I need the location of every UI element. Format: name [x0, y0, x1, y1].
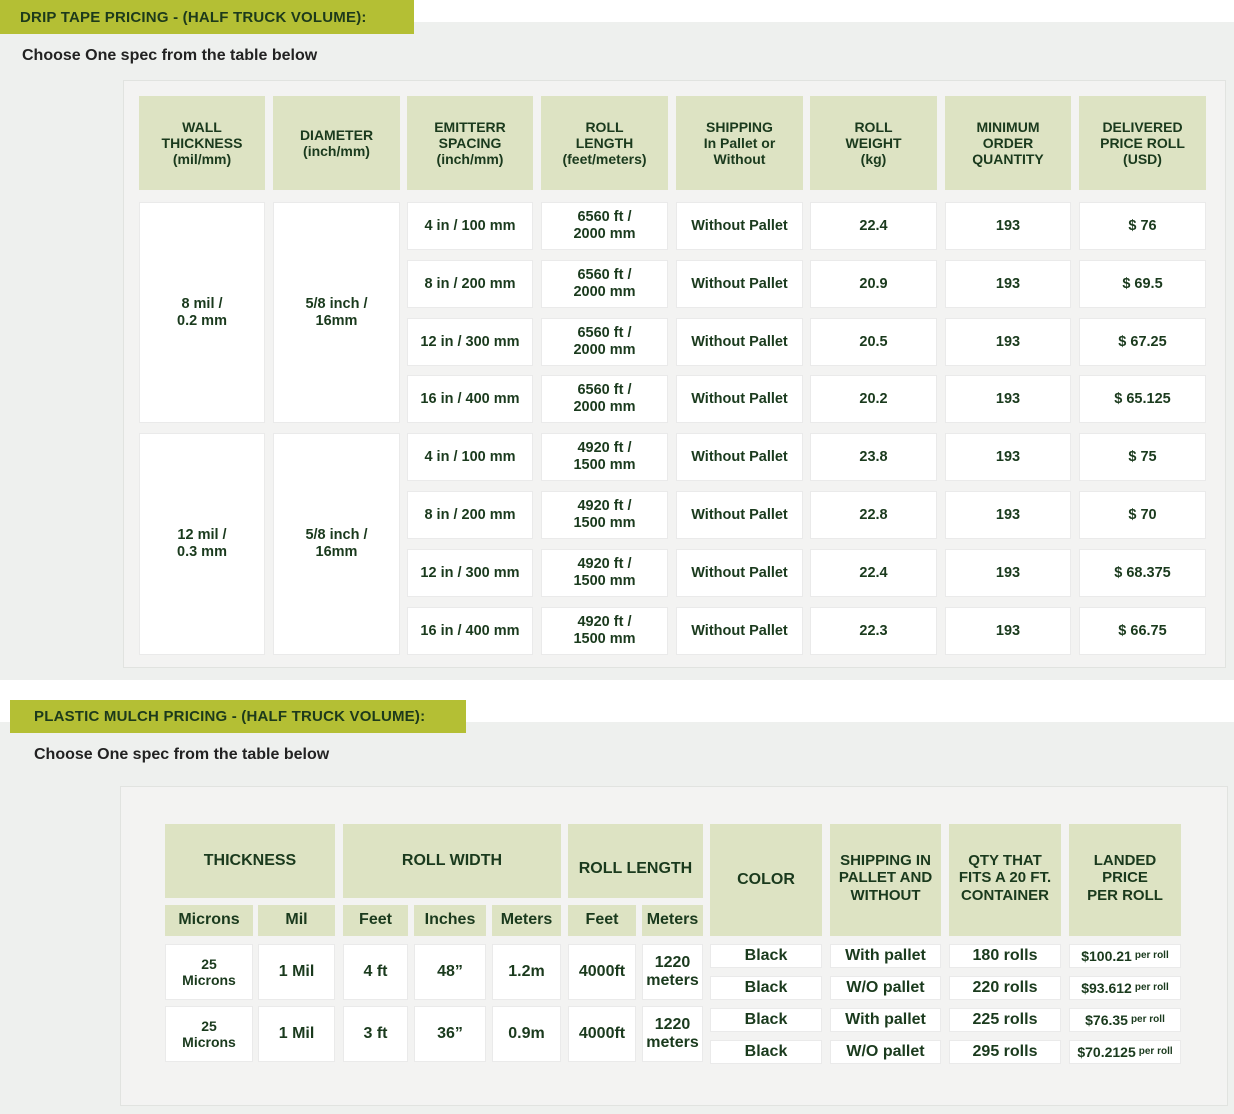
mulch-header-qty — [949, 824, 1061, 936]
drip-wall-cell-line: 0.2 mm — [177, 312, 227, 329]
mulch-spec-microns-cell-line: 25 — [201, 1017, 217, 1034]
mulch-subheader: Mil — [258, 905, 335, 936]
mulch-shipping-cell: W/O pallet — [830, 976, 941, 1000]
mulch-spec-len-feet-cell: 4000ft — [568, 1006, 636, 1062]
mulch-header-qty-line: FITS A 20 FT. — [958, 869, 1052, 887]
mulch-spec-len-meters-cell-line: 1220 — [654, 953, 691, 971]
drip-length-cell-line: 1500 mm — [573, 573, 636, 589]
drip-header-length-line: (feet/meters) — [562, 151, 647, 168]
mulch-spec-mil-cell: 1 Mil — [258, 944, 335, 1000]
drip-length-cell-line: 6560 ft / — [577, 325, 632, 342]
drip-price-cell: $ 66.75 — [1079, 607, 1206, 655]
mulch-spec-mil-cell: 1 Mil — [258, 1006, 335, 1062]
drip-header-price-line: PRICE ROLL — [1100, 134, 1185, 151]
drip-moq-cell: 193 — [945, 433, 1071, 481]
drip-moq-cell: 193 — [945, 375, 1071, 423]
drip-length-cell — [541, 549, 668, 597]
mulch-spec-microns-cell-line: Microns — [182, 972, 236, 988]
mulch-banner-text: PLASTIC MULCH PRICING - (HALF TRUCK VOLUME): — [34, 708, 426, 725]
drip-diameter-cell — [273, 202, 400, 423]
mulch-color-cell: Black — [710, 976, 822, 1000]
mulch-subheader: Feet — [568, 905, 636, 936]
drip-header-emitter — [407, 96, 533, 190]
drip-moq-cell: 193 — [945, 607, 1071, 655]
drip-header-weight-line: WEIGHT — [845, 134, 902, 151]
drip-weight-cell: 22.4 — [810, 549, 937, 597]
drip-header-diameter-line: (inch/mm) — [303, 143, 370, 159]
drip-length-cell-line: 6560 ft / — [577, 209, 632, 226]
drip-length-cell-line: 4920 ft / — [577, 614, 632, 631]
drip-header-weight — [810, 96, 937, 190]
mulch-subheader: Inches — [414, 905, 486, 936]
mulch-spec-microns-cell — [165, 944, 253, 1000]
drip-weight-cell: 23.8 — [810, 433, 937, 481]
mulch-spec-len-meters-cell-line: 1220 — [654, 1015, 691, 1033]
mulch-subheader: Meters — [492, 905, 561, 936]
drip-banner-text: DRIP TAPE PRICING - (HALF TRUCK VOLUME): — [20, 8, 367, 26]
drip-header-moq — [945, 96, 1071, 190]
drip-spacing-cell: 16 in / 400 mm — [407, 375, 533, 423]
drip-header-shipping — [676, 96, 803, 190]
mulch-header-price-line: PER ROLL — [1087, 886, 1163, 904]
mulch-header-shipping-line: WITHOUT — [850, 886, 921, 904]
drip-moq-cell: 193 — [945, 491, 1071, 539]
mulch-header-shipping — [830, 824, 941, 936]
mulch-shipping-cell: With pallet — [830, 944, 941, 968]
drip-shipping-cell: Without Pallet — [676, 491, 803, 539]
drip-header-diameter-line: DIAMETER — [299, 126, 374, 143]
drip-spacing-cell: 4 in / 100 mm — [407, 433, 533, 481]
drip-length-cell — [541, 202, 668, 250]
drip-header-price-line: (USD) — [1123, 151, 1162, 168]
mulch-header-qty-line: CONTAINER — [960, 886, 1050, 904]
mulch-subheader: Microns — [165, 905, 253, 936]
mulch-header-qty-line: QTY THAT — [968, 852, 1042, 869]
drip-spacing-cell: 12 in / 300 mm — [407, 549, 533, 597]
drip-length-cell — [541, 433, 668, 481]
mulch-header-color: COLOR — [710, 824, 822, 936]
mulch-spec-len-meters-cell-line: meters — [646, 1034, 699, 1051]
drip-header-moq-line: QUANTITY — [972, 151, 1044, 168]
drip-wall-cell-line: 12 mil / — [177, 527, 227, 544]
drip-length-cell-line: 2000 mm — [573, 284, 636, 300]
mulch-color-cell: Black — [710, 944, 822, 968]
drip-spacing-cell: 8 in / 200 mm — [407, 260, 533, 308]
drip-length-cell-line: 1500 mm — [573, 515, 636, 531]
mulch-price-cell — [1069, 944, 1181, 968]
drip-header-moq-line: MINIMUM — [976, 118, 1040, 135]
mulch-qty-cell: 180 rolls — [949, 944, 1061, 968]
mulch-subheader: Feet — [343, 905, 408, 936]
drip-length-cell-line: 1500 mm — [573, 457, 636, 473]
mulch-spec-inches-cell: 36” — [414, 1006, 486, 1062]
drip-price-cell: $ 68.375 — [1079, 549, 1206, 597]
drip-weight-cell: 22.8 — [810, 491, 937, 539]
drip-length-cell — [541, 375, 668, 423]
mulch-header-price — [1069, 824, 1181, 936]
drip-shipping-cell: Without Pallet — [676, 433, 803, 481]
drip-moq-cell: 193 — [945, 318, 1071, 366]
mulch-spec-microns-cell-line: 25 — [201, 955, 217, 972]
mulch-banner — [10, 700, 466, 733]
mulch-header-roll-length: ROLL LENGTH — [568, 824, 703, 898]
drip-header-emitter-line: SPACING — [438, 134, 502, 151]
drip-header-shipping-line: SHIPPING — [706, 118, 773, 135]
drip-length-cell — [541, 491, 668, 539]
drip-header-emitter-line: EMITTERR — [434, 118, 506, 135]
drip-length-cell-line: 2000 mm — [573, 226, 636, 242]
mulch-shipping-cell: With pallet — [830, 1008, 941, 1032]
mulch-spec-len-meters-cell — [642, 1006, 703, 1062]
drip-spacing-cell: 12 in / 300 mm — [407, 318, 533, 366]
mulch-spec-feet-cell: 4 ft — [343, 944, 408, 1000]
drip-length-cell-line: 4920 ft / — [577, 498, 632, 515]
drip-shipping-cell: Without Pallet — [676, 549, 803, 597]
drip-header-length — [541, 96, 668, 190]
drip-wall-cell — [139, 433, 265, 655]
mulch-spec-meters-cell: 0.9m — [492, 1006, 561, 1062]
drip-price-cell: $ 69.5 — [1079, 260, 1206, 308]
drip-weight-cell: 22.4 — [810, 202, 937, 250]
drip-moq-cell: 193 — [945, 202, 1071, 250]
drip-spacing-cell: 16 in / 400 mm — [407, 607, 533, 655]
drip-weight-cell: 20.9 — [810, 260, 937, 308]
drip-length-cell — [541, 607, 668, 655]
drip-price-cell: $ 70 — [1079, 491, 1206, 539]
mulch-spec-microns-cell-line: Microns — [182, 1034, 236, 1050]
drip-length-cell — [541, 260, 668, 308]
mulch-price-amount: $70.2125 — [1077, 1043, 1136, 1060]
drip-wall-cell — [139, 202, 265, 423]
drip-header-moq-line: ORDER — [982, 134, 1034, 151]
drip-weight-cell: 22.3 — [810, 607, 937, 655]
mulch-spec-len-meters-cell-line: meters — [646, 972, 699, 989]
mulch-color-cell: Black — [710, 1040, 822, 1064]
drip-spacing-cell: 4 in / 100 mm — [407, 202, 533, 250]
drip-header-price — [1079, 96, 1206, 190]
mulch-shipping-cell: W/O pallet — [830, 1040, 941, 1064]
mulch-header-shipping-line: PALLET AND — [838, 869, 933, 887]
drip-header-shipping-line: In Pallet or — [703, 134, 776, 151]
drip-shipping-cell: Without Pallet — [676, 607, 803, 655]
drip-diameter-cell-line: 5/8 inch / — [305, 527, 368, 544]
drip-moq-cell: 193 — [945, 549, 1071, 597]
drip-header-price-line: DELIVERED — [1102, 118, 1183, 135]
drip-shipping-cell: Without Pallet — [676, 318, 803, 366]
drip-header-weight-line: (kg) — [860, 151, 887, 168]
mulch-price-amount: $100.21 — [1081, 947, 1132, 964]
drip-header-wall-line: (mil/mm) — [172, 151, 232, 168]
mulch-price-unit: per roll — [1134, 950, 1169, 962]
drip-weight-cell: 20.5 — [810, 318, 937, 366]
drip-shipping-cell: Without Pallet — [676, 375, 803, 423]
mulch-spec-microns-cell — [165, 1006, 253, 1062]
mulch-spec-len-feet-cell: 4000ft — [568, 944, 636, 1000]
mulch-qty-cell: 295 rolls — [949, 1040, 1061, 1064]
mulch-price-unit: per roll — [1134, 982, 1169, 994]
mulch-price-amount: $93.612 — [1081, 979, 1132, 996]
mulch-spec-len-meters-cell — [642, 944, 703, 1000]
drip-price-cell: $ 75 — [1079, 433, 1206, 481]
drip-price-cell: $ 76 — [1079, 202, 1206, 250]
drip-header-wall-line: WALL — [182, 118, 222, 135]
mulch-subtitle: Choose One spec from the table below — [34, 746, 330, 763]
mulch-price-cell — [1069, 976, 1181, 1000]
drip-length-cell-line: 4920 ft / — [577, 440, 632, 457]
drip-shipping-cell: Without Pallet — [676, 260, 803, 308]
mulch-color-cell: Black — [710, 1008, 822, 1032]
mulch-header-price-line: PRICE — [1102, 869, 1148, 887]
mulch-price-unit: per roll — [1138, 1046, 1173, 1058]
drip-diameter-cell-line: 16mm — [315, 312, 358, 329]
drip-header-weight-line: ROLL — [854, 118, 893, 135]
mulch-header-price-line: LANDED — [1093, 852, 1157, 869]
drip-price-cell: $ 67.25 — [1079, 318, 1206, 366]
drip-length-cell-line: 6560 ft / — [577, 267, 632, 284]
mulch-price-cell — [1069, 1008, 1181, 1032]
drip-spacing-cell: 8 in / 200 mm — [407, 491, 533, 539]
drip-price-cell: $ 65.125 — [1079, 375, 1206, 423]
drip-length-cell-line: 1500 mm — [573, 631, 636, 647]
mulch-header-thickness: THICKNESS — [165, 824, 335, 898]
drip-length-cell-line: 6560 ft / — [577, 382, 632, 399]
mulch-spec-meters-cell: 1.2m — [492, 944, 561, 1000]
drip-header-shipping-line: Without — [713, 151, 766, 168]
mulch-header-roll-width: ROLL WIDTH — [343, 824, 561, 898]
drip-header-length-line: ROLL — [585, 118, 624, 135]
drip-header-wall-line: THICKNESS — [161, 134, 243, 151]
drip-diameter-cell-line: 5/8 inch / — [305, 295, 368, 312]
mulch-spec-inches-cell: 48” — [414, 944, 486, 1000]
drip-diameter-cell-line: 16mm — [315, 544, 358, 560]
mulch-price-cell — [1069, 1040, 1181, 1064]
drip-banner — [0, 0, 414, 34]
drip-header-wall — [139, 96, 265, 190]
drip-diameter-cell — [273, 433, 400, 655]
mulch-price-amount: $76.35 — [1085, 1011, 1128, 1028]
mulch-header-shipping-line: SHIPPING IN — [840, 852, 931, 869]
drip-wall-cell-line: 8 mil / — [181, 295, 223, 312]
drip-subtitle: Choose One spec from the table below — [22, 47, 318, 64]
drip-length-cell-line: 4920 ft / — [577, 556, 632, 573]
drip-length-cell-line: 2000 mm — [573, 399, 636, 415]
drip-length-cell-line: 2000 mm — [573, 342, 636, 358]
mulch-qty-cell: 225 rolls — [949, 1008, 1061, 1032]
drip-shipping-cell: Without Pallet — [676, 202, 803, 250]
drip-wall-cell-line: 0.3 mm — [177, 544, 227, 560]
drip-header-length-line: LENGTH — [575, 134, 634, 151]
mulch-subheader: Meters — [642, 905, 703, 936]
drip-header-emitter-line: (inch/mm) — [436, 151, 504, 168]
mulch-qty-cell: 220 rolls — [949, 976, 1061, 1000]
mulch-price-unit: per roll — [1130, 1014, 1165, 1026]
mulch-spec-feet-cell: 3 ft — [343, 1006, 408, 1062]
drip-moq-cell: 193 — [945, 260, 1071, 308]
drip-length-cell — [541, 318, 668, 366]
drip-weight-cell: 20.2 — [810, 375, 937, 423]
drip-header-diameter — [273, 96, 400, 190]
